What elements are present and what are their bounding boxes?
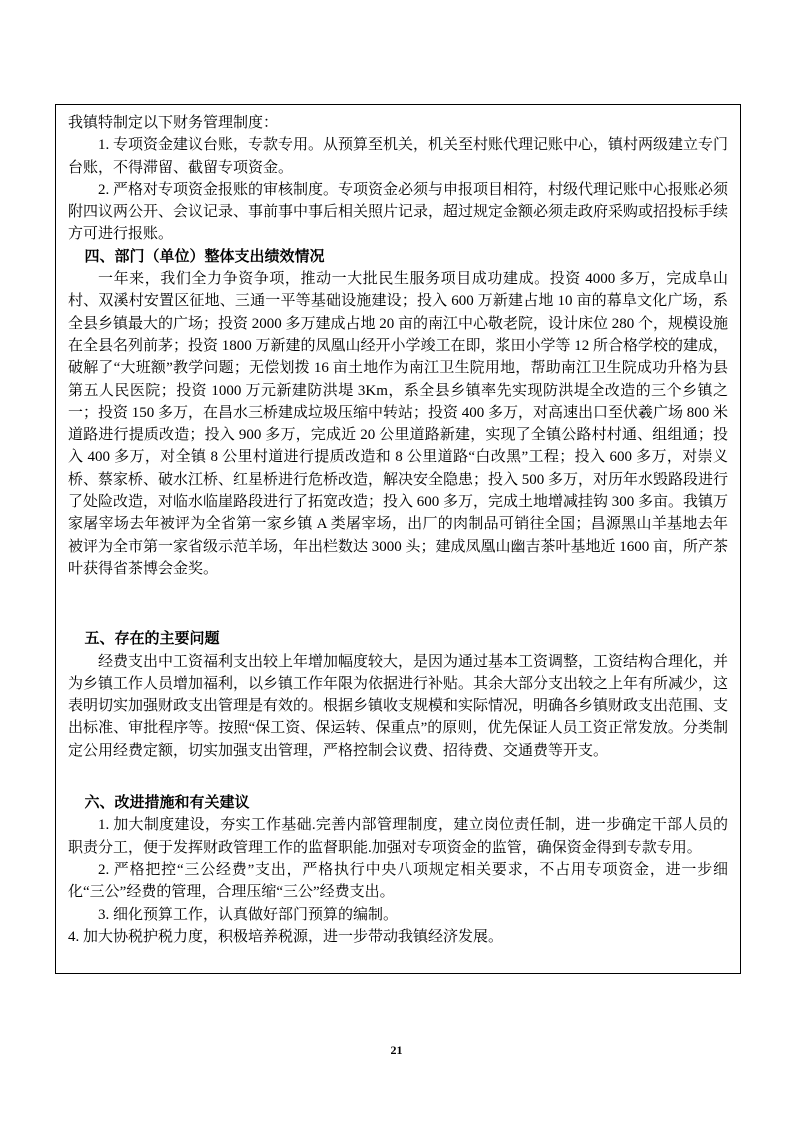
- section-6-item-4: 4. 加大协税护税力度，积极培养税源，进一步带动我镇经济发展。: [68, 928, 504, 945]
- section-6-item-3: 3. 细化预算工作，认真做好部门预算的编制。: [98, 906, 399, 923]
- finance-rule-item-2: 2. 严格对专项资金报账的审核制度。专项资金必须与申报项目相符，村级代理记账中心报账必须附四议两公开、会议记录、事前事中事后相关照片记录，超过规定金额必须走政府采购或招投标手续方可进行报账。: [68, 181, 729, 243]
- finance-rule-item-1: 1. 专项资金建议台账，专款专用。从预算至机关，机关至村账代理记账中心，镇村两级建立专门台账，不得滞留、截留专项资金。: [68, 137, 729, 176]
- section-4-body-paragraph: 一年来，我们全力争资争项，推动一大批民生服务项目成功建成。投资 4000 多万，完成阜山村、双溪村安置区征地、三通一平等基础设施建设；投入 600 万新建占地 10 亩的幕阜文化广场，系全县乡镇最大的广场；投资 2000 多万建成占地 20 亩的南江中心敬老院，设计床位 280 个，规模设施在全县名列前茅；投资 1800 万新建的凤凰山经开小学竣工在即，浆田小学等 12 所合格学校的建成，破解了“大班额”教学问题；无偿划拨 16 亩土地作为南江卫生院用地，帮助南江卫生院成功升格为县第五人民医院；投资 1000 万元新建防洪堤 3Km，系全县乡镇率先实现防洪堤全改造的三个乡镇之一；投资 150 多万，在昌水三桥建成垃圾压缩中转站；投资 400 多万，对高速出口至伏羲广场 800 米道路进行提质改造；投入 900 多万，完成近 20 公里道路新建，实现了全镇公路村村通、组组通；投入 400 多万，对全镇 8 公里村道进行提质改造和 8 公里道路“白改黑”工程；投入 600 多万，对崇义桥、蔡家桥、破水江桥、红星桥进行危桥改造，解决安全隐患；投入 500 多万，对历年水毁路段进行了处险改造，对临水临崖路段进行了拓宽改造；投入 600 多万，完成土地增减挂钩 300 多亩。我镇万家屠宰场去年被评为全省第一家乡镇 A 类屠宰场，出厂的肉制品可销往全国；昌源黑山羊基地去年被评为全市第一家省级示范羊场，年出栏数达 3000 头；建成凤凰山幽吉茶叶基地近 1600 亩，所产茶叶获得省茶博会金奖。: [68, 271, 729, 577]
- intro-paragraph: 我镇特制定以下财务管理制度：: [68, 115, 279, 131]
- section-4-heading: 四、部门（单位）整体支出绩效情况: [84, 248, 325, 265]
- page-number: 21: [390, 1043, 403, 1057]
- section-6-item-2: 2. 严格把控“三公经费”支出，严格执行中央八项规定相关要求，不占用专项资金，进一步细化“三公”经费的管理，合理压缩“三公”经费支出。: [68, 861, 728, 901]
- section-6-heading: 六、改进措施和有关建议: [84, 795, 250, 812]
- content-border-box: [55, 104, 741, 974]
- section-5-heading: 五、存在的主要问题: [84, 631, 220, 648]
- section-5-body-paragraph: 经费支出中工资福利支出较上年增加幅度较大，是因为通过基本工资调整，工资结构合理化，并为乡镇工作人员增加福利，以乡镇工作年限为依据进行补贴。其余大部分支出较之上年有所减少，这表明切实加强财政支出管理是有效的。根据乡镇收支规模和实际情况，明确各乡镇财政支出范围、支出标准、审批程序等。按照“保工资、保运转、保重点”的原则，优先保证人员工资正常发放。分类制定公用经费定额，切实加强支出管理，严格控制会议费、招待费、交通费等开支。: [68, 653, 729, 759]
- section-6-item-1: 1. 加大制度建设，夯实工作基础.完善内部管理制度，建立岗位责任制，进一步确定干部人员的职责分工，便于发挥财政管理工作的监督职能.加强对专项资金的监管，确保资金得到专款专用。: [68, 817, 728, 856]
